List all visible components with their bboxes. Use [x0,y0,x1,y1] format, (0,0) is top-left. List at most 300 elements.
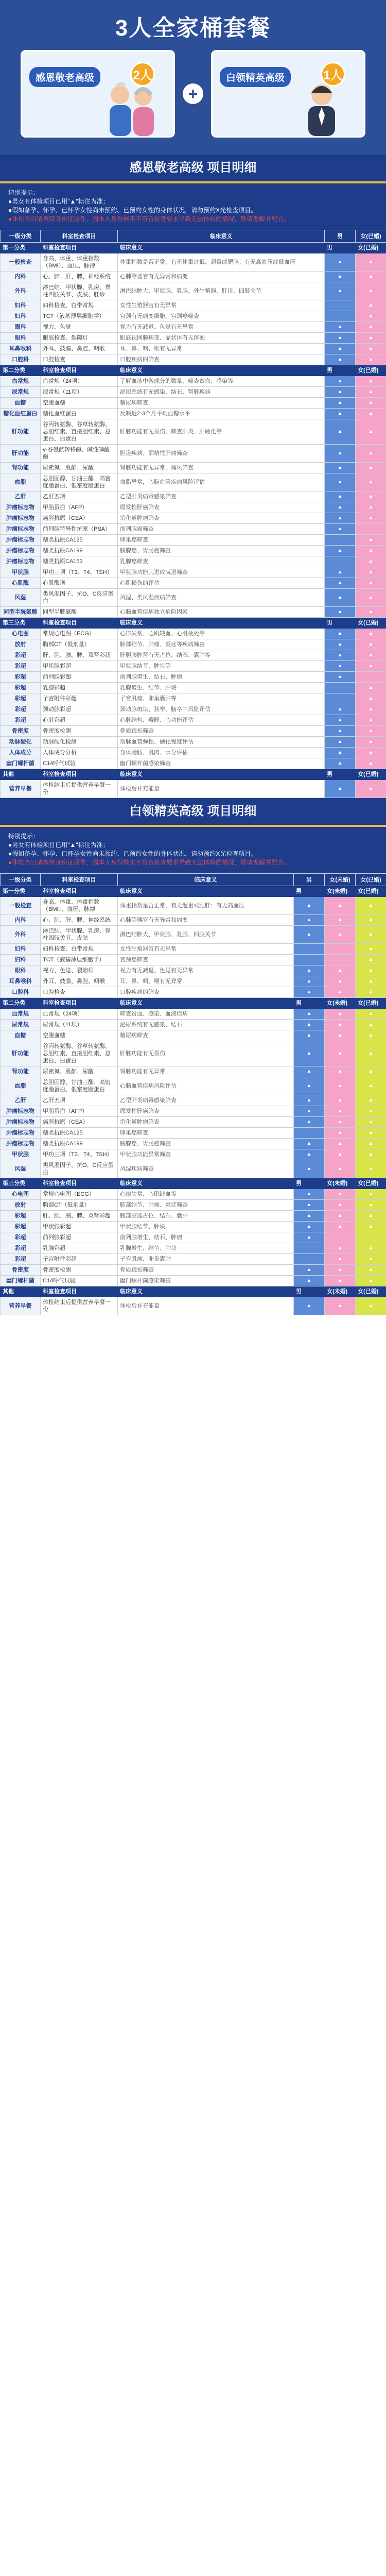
exam-item-cell: 子宫附件彩超 [41,1254,118,1265]
applicable-mark: ▲ [356,715,386,726]
applicable-mark: ▲ [325,1030,356,1041]
category-cell: 甲状腺 [1,1149,41,1160]
applicable-mark: ▲ [325,726,356,737]
table-row [1,1254,386,1265]
note-line: 特别提示： [8,189,40,196]
note-line: ●假如备孕、怀孕、已怀孕女性尚未预约、已预约女性的身体状况，请勿预约X光检查项目。 [8,207,257,214]
applicable-mark: ▲ [294,1189,325,1200]
group-col-label: 临床意义 [118,243,325,253]
table-row [1,502,386,513]
exam-item-cell: 乳腺彩超 [41,1243,118,1254]
column-header: 一级分类 [1,230,41,243]
clinical-meaning-cell: 眼底视网膜病变、晶状体有无浑浊 [118,333,325,344]
category-cell: 尿常规 [1,387,41,398]
applicable-mark [294,944,325,955]
applicable-mark: ▲ [325,1297,356,1315]
group-col-label: 临床意义 [118,618,325,629]
table-row [1,419,386,445]
table-row [1,1243,386,1254]
business-person-icon [285,74,357,136]
table-row [1,546,386,556]
applicable-mark: ▲ [325,758,356,769]
table-row [1,1211,386,1222]
clinical-meaning-cell: 口腔疾病的筛查 [118,987,294,998]
applicable-mark: ▲ [356,1276,386,1286]
exam-item-cell: 口腔检查 [41,354,118,365]
section-underline [0,181,386,183]
group-name: 第三分类 [1,618,41,629]
group-col-label: 临床意义 [118,769,325,780]
clinical-meaning-cell: 筛查贫血、感染、血液疾病 [118,1009,294,1020]
applicable-mark: ▲ [356,556,386,567]
table-row [1,473,386,492]
applicable-mark: ▲ [325,607,356,618]
special-notes [0,827,386,873]
clinical-meaning-cell: 乳腺癌筛查 [118,556,325,567]
exam-item-cell: 子宫附件彩超 [41,693,118,704]
column-header: 临床意义 [118,874,294,886]
group-col-label: 女(未婚) [325,1286,356,1297]
applicable-mark: ▲ [325,502,356,513]
clinical-meaning-cell: 甲状腺结节、肿块 [118,1222,294,1232]
exam-item-cell: 乙肝五项 [41,492,118,502]
applicable-mark: ▲ [325,322,356,333]
table-row [1,1009,386,1020]
group-col-label: 女(未婚) [325,886,356,897]
applicable-mark: ▲ [356,1222,386,1232]
applicable-mark: ▲ [325,578,356,589]
person-count-badge: 1人 [321,62,345,87]
category-cell: 耳鼻喉科 [1,976,41,987]
clinical-meaning-cell: 甲状腺功能亢进或减退筛查 [118,567,325,578]
table-row [1,661,386,672]
exam-item-cell: 谷丙转氨酶、谷草转氨酶、总胆红素、直接胆红素、总蛋白、白蛋白 [41,419,118,445]
group-name: 第一分类 [1,886,41,897]
category-cell: 肝功能 [1,1041,41,1066]
applicable-mark: ▲ [356,955,386,965]
applicable-mark: ▲ [356,1020,386,1030]
category-cell: 彩超 [1,715,41,726]
hero-banner [0,0,386,155]
applicable-mark: ▲ [356,1243,386,1254]
clinical-meaning-cell: 耳、鼻、咽、喉有无异常 [118,344,325,354]
applicable-mark: ▲ [356,1009,386,1020]
applicable-mark: ▲ [294,965,325,976]
table-row [1,344,386,354]
clinical-meaning-cell: 耳、鼻、咽、喉有无异常 [118,976,294,987]
table-row [1,445,386,463]
exam-item-cell: 身高、体重、体重指数（BMI）、血压、脉搏 [41,897,118,915]
clinical-meaning-cell: 原发性肝癌筛查 [118,1106,294,1117]
clinical-meaning-cell: 心脏结构、瓣膜、心功能评估 [118,715,325,726]
applicable-mark: ▲ [356,1095,386,1106]
table-row [1,1222,386,1232]
group-col-label: 男 [294,886,325,897]
category-cell: 甲状腺 [1,567,41,578]
section-underline [0,825,386,827]
applicable-mark: ▲ [325,672,356,683]
exam-item-cell: 糖类抗原CA125 [41,1128,118,1139]
clinical-meaning-cell: 卵巢癌筛查 [118,535,325,546]
clinical-meaning-cell: 卵巢癌筛查 [118,1128,294,1139]
group-col-label: 男 [294,1286,325,1297]
exam-item-cell: 尿常规（11项） [41,387,118,398]
group-col-label: 女(已婚) [356,365,386,376]
category-cell: 彩超 [1,650,41,661]
exam-item-cell: 视力、色觉 [41,322,118,333]
exam-item-cell: 眼底检查、裂隙灯 [41,333,118,344]
clinical-meaning-cell: 前列腺增生、结石、肿瘤 [118,1232,294,1243]
applicable-mark: ▲ [325,1095,356,1106]
clinical-meaning-cell: 宫颈癌筛查 [118,955,294,965]
group-row [1,769,386,780]
exam-item-cell: 血常规（24项） [41,376,118,387]
group-col-label: 男 [294,1178,325,1189]
exam-item-cell: 前列腺特异性抗原（PSA） [41,524,118,535]
group-col-label: 女(已婚) [356,243,386,253]
applicable-mark [325,1232,356,1243]
table-row [1,1232,386,1243]
applicable-mark: ▲ [356,492,386,502]
exam-item-cell: 总胆固醇、甘油三酯、高密度脂蛋白、低密度脂蛋白 [41,1077,118,1095]
applicable-mark: ▲ [356,639,386,650]
clinical-meaning-cell: 子宫肌瘤、卵巢囊肿等 [118,693,325,704]
exam-item-cell: 血常规（24项） [41,1009,118,1020]
applicable-mark: ▲ [294,1117,325,1128]
applicable-mark: ▲ [294,1066,325,1077]
category-cell: 风湿 [1,1160,41,1178]
applicable-mark: ▲ [325,661,356,672]
group-col-label: 男 [325,365,356,376]
table-row [1,737,386,748]
exam-item-cell: 肝、胆、胰、脾、双肾彩超 [41,650,118,661]
person-count-badge: 2人 [130,62,155,87]
clinical-meaning-cell: 了解血液中各成分的数量，筛查贫血、感染等 [118,376,325,387]
table-row [1,409,386,419]
table-row [1,672,386,683]
category-cell: 心电图 [1,629,41,639]
table-row [1,524,386,535]
applicable-mark: ▲ [356,1200,386,1211]
applicable-mark: ▲ [294,1276,325,1286]
applicable-mark [325,556,356,567]
applicable-mark: ▲ [325,524,356,535]
applicable-mark: ▲ [325,629,356,639]
clinical-meaning-cell: 体重指数是否正常，有无体重过低、超重或肥胖；有无高血压或低血压 [118,253,325,272]
table-row [1,748,386,758]
exam-item-cell: 总胆固醇、甘油三酯、高密度脂蛋白、低密度脂蛋白 [41,473,118,492]
applicable-mark: ▲ [294,1265,325,1276]
applicable-mark: ▲ [356,1211,386,1222]
category-cell: 同型半胱氨酸 [1,607,41,618]
group-col-label: 女(已婚) [356,1286,386,1297]
clinical-meaning-cell: 肺部结节、肿瘤、炎症筛查 [118,1200,294,1211]
group-row [1,365,386,376]
clinical-meaning-cell: 前列腺癌筛查 [118,524,325,535]
note-line: ●假如备孕、怀孕、已怀孕女性尚未预约、已预约女性的身体状况，请勿预约X光检查项目。 [8,850,257,857]
applicable-mark: ▲ [356,1297,386,1315]
clinical-meaning-cell: 原发性肝癌筛查 [118,502,325,513]
exam-item-cell: 糖类抗原CA125 [41,535,118,546]
clinical-meaning-cell: 心脑血管疾病独立危险因素 [118,607,325,618]
table-row [1,333,386,344]
exam-item-cell: 妇科检查、白带常规 [41,944,118,955]
clinical-meaning-cell: 肝胆胰脾肾有无占位、结石、囊肿等 [118,650,325,661]
applicable-mark: ▲ [294,915,325,926]
applicable-mark: ▲ [356,344,386,354]
category-cell: 血糖 [1,398,41,409]
clinical-meaning-cell: 乙型肝炎病毒感染筛查 [118,492,325,502]
applicable-mark: ▲ [325,419,356,445]
exam-item-cell: 前列腺彩超 [41,1232,118,1243]
table-row [1,272,386,282]
applicable-mark: ▲ [356,1160,386,1178]
applicable-mark: ▲ [356,976,386,987]
exam-item-cell: 同型半胱氨酸 [41,607,118,618]
category-cell: 风湿 [1,589,41,607]
column-header: 男 [325,230,356,243]
column-header: 科室检查项目 [41,230,118,243]
category-cell: 眼科 [1,322,41,333]
exam-item-cell: 心、肺、肝、脾、神经系统 [41,272,118,282]
applicable-mark: ▲ [325,398,356,409]
exam-item-cell: 糖类抗原CA199 [41,1139,118,1149]
applicable-mark [325,693,356,704]
exam-item-cell: 甲状腺彩超 [41,1222,118,1232]
table-row [1,629,386,639]
category-cell: 彩超 [1,693,41,704]
applicable-mark: ▲ [325,513,356,524]
applicable-mark [325,311,356,322]
category-cell: 血常规 [1,376,41,387]
package-card-white-collar[interactable] [211,50,365,138]
exam-item-cell: γ-谷氨酰转移酶、碱性磷酸酶 [41,445,118,463]
exam-item-cell: 甲功三项（T3、T4、TSH） [41,567,118,578]
category-cell: 血脂 [1,473,41,492]
group-col-label: 男 [325,769,356,780]
applicable-mark: ▲ [356,683,386,693]
group-col-label: 男 [294,998,325,1009]
category-cell: 彩超 [1,661,41,672]
applicable-mark: ▲ [325,1243,356,1254]
applicable-mark: ▲ [356,311,386,322]
clinical-meaning-cell: 肝脏功能有无损伤，筛查肝炎、肝硬化等 [118,419,325,445]
applicable-mark: ▲ [325,650,356,661]
group-col-label: 科室检查项目 [41,1286,118,1297]
clinical-meaning-cell: 体检后补充能量 [118,780,325,798]
applicable-mark: ▲ [356,535,386,546]
table-row [1,1139,386,1149]
package-card-elderly[interactable] [21,50,175,138]
applicable-mark: ▲ [325,748,356,758]
applicable-mark: ▲ [356,419,386,445]
category-cell: 人体成分 [1,748,41,758]
exam-item-cell: 颈动脉彩超 [41,704,118,715]
table-row [1,1020,386,1030]
category-cell: 耳鼻喉科 [1,344,41,354]
category-cell: 内科 [1,915,41,926]
table-row [1,589,386,607]
group-row [1,1286,386,1297]
group-col-label: 男 [325,243,356,253]
applicable-mark: ▲ [294,897,325,915]
exam-item-cell: 妇科检查、白带常规 [41,300,118,311]
applicable-mark: ▲ [356,897,386,915]
applicable-mark: ▲ [325,1020,356,1030]
exam-item-cell: 尿素氮、肌酐、尿酸 [41,1066,118,1077]
exam-item-cell: 类风湿因子、抗O、C反应蛋白 [41,589,118,607]
exam-item-cell: C14呼气试验 [41,758,118,769]
applicable-mark: ▲ [294,1160,325,1178]
applicable-mark: ▲ [356,322,386,333]
applicable-mark: ▲ [325,1128,356,1139]
category-cell: 糖化血红蛋白 [1,409,41,419]
table-row [1,915,386,926]
clinical-meaning-cell: 幽门螺杆菌感染筛查 [118,1276,294,1286]
clinical-meaning-cell: 体重指数是否正常，有无超重或肥胖；有无高血压 [118,897,294,915]
applicable-mark: ▲ [325,737,356,748]
table-row [1,1066,386,1077]
applicable-mark: ▲ [356,253,386,272]
table-row [1,535,386,546]
clinical-meaning-cell: 泌尿系统有无感染、结石 [118,1020,294,1030]
applicable-mark: ▲ [356,502,386,513]
applicable-mark: ▲ [325,546,356,556]
category-cell: 肿瘤标志物 [1,513,41,524]
clinical-meaning-cell: 肺部结节、肿瘤、炎症等疾病筛查 [118,639,325,650]
applicable-mark: ▲ [356,1265,386,1276]
exam-item-cell: 外耳、鼓膜、鼻腔、咽喉 [41,344,118,354]
exam-item-cell: 心肌酶谱 [41,578,118,589]
clinical-meaning-cell: 胆道疾病、酒精性肝病筛查 [118,445,325,463]
category-cell: 肾功能 [1,1066,41,1077]
group-col-label: 科室检查项目 [41,769,118,780]
table-row [1,1117,386,1128]
note-line: ●男女有体检项目已用"▲"标注为准； [8,198,109,205]
applicable-mark: ▲ [294,926,325,944]
table-row [1,726,386,737]
clinical-meaning-cell: 心律失常、心肌缺血、心肌梗死等 [118,629,325,639]
category-cell: 彩超 [1,1222,41,1232]
category-cell: 彩超 [1,1243,41,1254]
plus-icon: + [183,83,203,104]
applicable-mark [294,1128,325,1139]
applicable-mark: ▲ [294,1211,325,1222]
exam-item-cell: 胸部CT（低剂量） [41,1200,118,1211]
table-row [1,300,386,311]
exam-item-cell: C14呼气试验 [41,1276,118,1286]
category-cell: 肿瘤标志物 [1,1128,41,1139]
table-row [1,758,386,769]
table-row [1,1095,386,1106]
clinical-meaning-cell: 颈动脉斑块、狭窄，脑卒中风险评估 [118,704,325,715]
table-row [1,1189,386,1200]
table-row [1,578,386,589]
group-col-label: 临床意义 [118,1286,294,1297]
category-cell: 放射 [1,639,41,650]
exam-item-cell: 动脉硬化检测 [41,737,118,748]
exam-item-cell: 视力、色觉、裂隙灯 [41,965,118,976]
clinical-meaning-cell: 心脑血管疾病风险评估 [118,1077,294,1095]
group-name: 其他 [1,769,41,780]
applicable-mark: ▲ [325,639,356,650]
table-row [1,683,386,693]
package-label: 感恩敬老高级 [29,67,100,87]
applicable-mark: ▲ [325,445,356,463]
table-row [1,1030,386,1041]
table-row [1,987,386,998]
clinical-meaning-cell: 腹部脏器占位、结石、囊肿 [118,1211,294,1222]
clinical-meaning-cell: 女性生殖器官有无异常 [118,300,325,311]
applicable-mark: ▲ [356,1149,386,1160]
exam-item-cell: 乳腺彩超 [41,683,118,693]
table-row [1,1149,386,1160]
applicable-mark: ▲ [356,758,386,769]
applicable-mark: ▲ [294,1222,325,1232]
table-row [1,253,386,272]
applicable-mark [325,944,356,955]
applicable-mark: ▲ [356,1077,386,1095]
table-row [1,704,386,715]
exam-item-cell: 尿常规（11项） [41,1020,118,1030]
group-col-label: 女(已婚) [356,618,386,629]
group-col-label: 女(已婚) [356,998,386,1009]
category-cell: 彩超 [1,683,41,693]
group-col-label: 女(已婚) [356,886,386,897]
applicable-mark: ▲ [356,661,386,672]
table-row [1,398,386,409]
section-header-white-collar [0,798,386,827]
exam-item-cell: 口腔检查 [41,987,118,998]
category-cell: 肿瘤标志物 [1,535,41,546]
category-cell: 口腔科 [1,987,41,998]
category-cell: 营养早餐 [1,780,41,798]
exam-item-cell: 人体成分分析 [41,748,118,758]
clinical-meaning-cell: 消化道肿瘤筛查 [118,1117,294,1128]
clinical-meaning-cell: 乳腺增生、结节、肿块 [118,1243,294,1254]
clinical-meaning-cell: 身体脂肪、肌肉、水分评估 [118,748,325,758]
column-header: 科室检查项目 [41,874,118,886]
applicable-mark: ▲ [356,354,386,365]
table-row [1,639,386,650]
applicable-mark [294,955,325,965]
applicable-mark: ▲ [325,282,356,300]
group-col-label: 科室检查项目 [41,1178,118,1189]
group-col-label: 科室检查项目 [41,886,118,897]
clinical-meaning-cell: 心律失常、心肌缺血等 [118,1189,294,1200]
applicable-mark: ▲ [356,704,386,715]
category-cell: 彩超 [1,704,41,715]
category-cell: 肿瘤标志物 [1,524,41,535]
category-cell: 骨密度 [1,1265,41,1276]
section-title: 白领精英高级 项目明细 [129,804,257,818]
table-row [1,897,386,915]
clinical-meaning-cell: 体检后补充能量 [118,1297,294,1315]
exam-item-cell: 尿素氮、肌酐、尿酸 [41,463,118,473]
exam-item-cell: 糖化血红蛋白 [41,409,118,419]
category-cell: 血脂 [1,1077,41,1095]
category-cell: 一般检查 [1,897,41,915]
applicable-mark: ▲ [356,1128,386,1139]
column-header: 男 [294,874,325,886]
table-row [1,513,386,524]
column-header: 临床意义 [118,230,325,243]
exam-item-cell: 类风湿因子、抗O、C反应蛋白 [41,1160,118,1178]
applicable-mark: ▲ [325,1211,356,1222]
group-col-label: 临床意义 [118,365,325,376]
applicable-mark: ▲ [325,1254,356,1265]
category-cell: 彩超 [1,1232,41,1243]
